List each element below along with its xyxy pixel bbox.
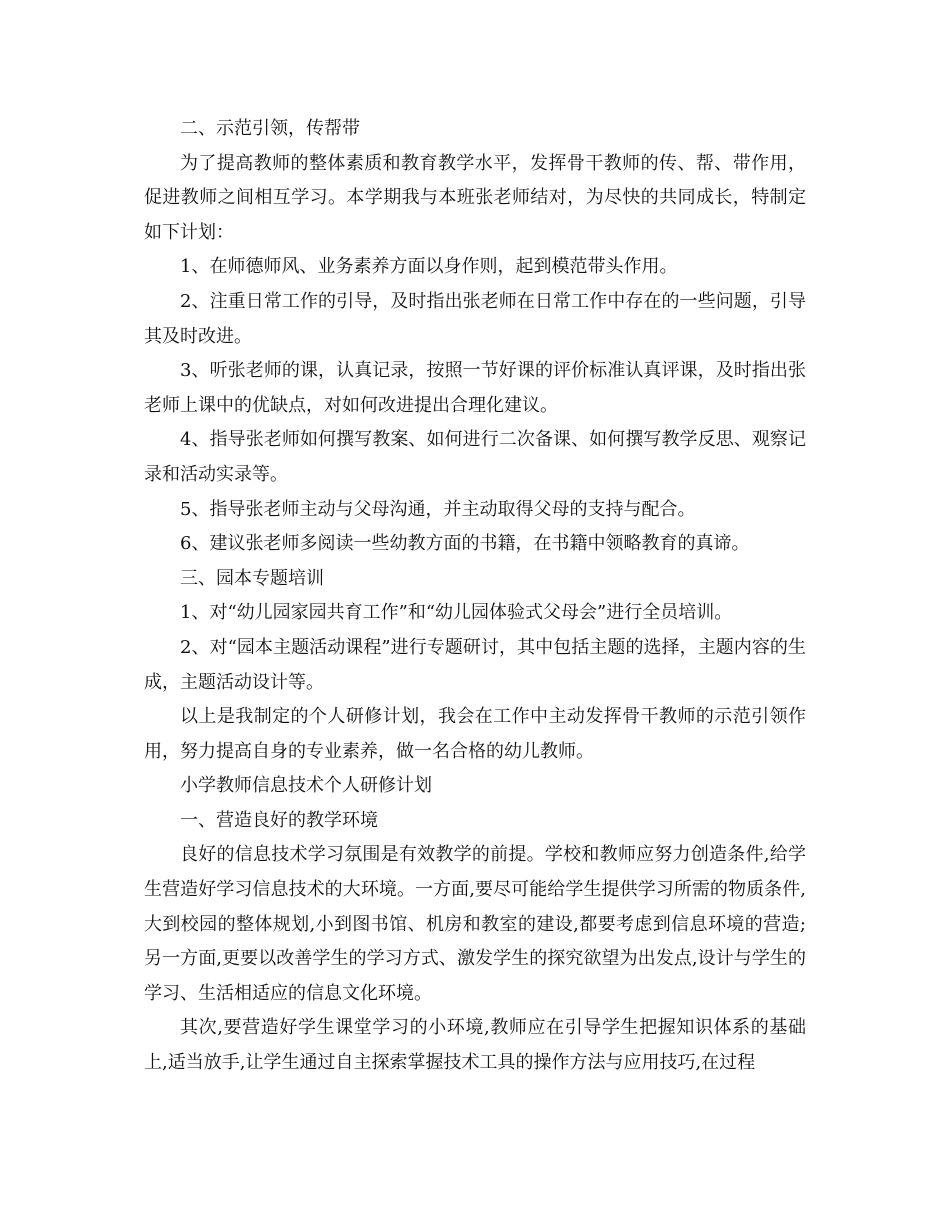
paragraph-environment: 良好的信息技术学习氛围是有效教学的前提。学校和教师应努力创造条件,给学生营造好学习信息技术的大环境。一方面,要尽可能给学生提供学习所需的物质条件,大到校园的整体规划,小到图书馆、机房和教室的建设,都要考虑到信息环境的营造;另一方面,更要以改善学生的学习方式、激发学生的探究欲望为出发点,设计与学生的学习、生活相适应的信息文化环境。 (144, 844, 806, 1004)
list-item-4: 4、指导张老师如何撰写教案、如何进行二次备课、如何撰写教学反思、观察记录和活动实录等。 (144, 429, 806, 485)
training-item-2: 2、对“园本主题活动课程”进行专题研讨，其中包括主题的选择，主题内容的生成，主题活动设计等。 (144, 636, 806, 693)
list-item-3: 3、听张老师的课，认真记录，按照一节好课的评价标准认真评课，及时指出张老师上课中的优缺点，对如何改进提出合理化建议。 (144, 360, 806, 416)
paragraph-conclusion: 以上是我制定的个人研修计划，我会在工作中主动发挥骨干教师的示范引领作用，努力提高自身的专业素养，做一名合格的幼儿教师。 (144, 706, 806, 762)
section-heading-environment: 一、营造良好的教学环境 (180, 809, 378, 831)
list-item-6: 6、建议张老师多阅读一些幼教方面的书籍，在书籍中领略教育的真谛。 (180, 533, 750, 555)
list-item-2: 2、注重日常工作的引导，及时指出张老师在日常工作中存在的一些问题，引导其及时改进。 (144, 290, 806, 347)
section-heading-training: 三、园本专题培训 (180, 567, 324, 589)
paragraph-classroom: 其次,要营造好学生课堂学习的小环境,教师应在引导学生把握知识体系的基础上,适当放手,让学生通过自主探索掌握技术工具的操作方法与应用技巧,在过程 (144, 1017, 806, 1074)
document-title-it-plan: 小学教师信息技术个人研修计划 (180, 775, 432, 797)
document-body (144, 112, 806, 1081)
training-item-1: 1、对“幼儿园家园共育工作”和“幼儿园体验式父母会”进行全员培训。 (180, 602, 733, 624)
list-item-5: 5、指导张老师主动与父母沟通，并主动取得父母的支持与配合。 (180, 498, 696, 520)
paragraph-mentoring-intro: 为了提高教师的整体素质和教育教学水平，发挥骨干教师的传、帮、带作用，促进教师之间相互学习。本学期我与本班张老师结对，为尽快的共同成长，特制定如下计划： (144, 152, 806, 243)
list-item-1: 1、在师德师风、业务素养方面以身作则，起到模范带头作用。 (180, 256, 678, 278)
section-heading-mentoring: 二、示范引领，传帮带 (180, 118, 360, 139)
